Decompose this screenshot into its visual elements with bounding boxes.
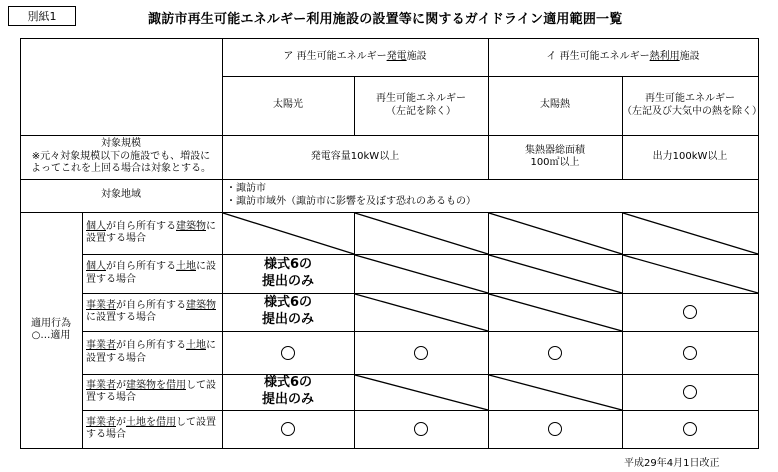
area-row-label: 対象地域 [101, 189, 141, 201]
form6-only-cell: 様式6の 提出のみ [261, 256, 314, 289]
applies-mark [222, 331, 354, 374]
act-row-label: 事業者が自ら所有する建築物に設置する場合 [86, 299, 216, 323]
acts-label: 適用行為 ○…適用 [31, 317, 71, 341]
header-other-renewable-heat: 再生可能エネルギー （左記及び大気中の熱を除く） [622, 93, 762, 117]
header-other-renewable-power: 再生可能エネルギー （左記を除く） [376, 93, 466, 117]
form6-only-cell: 様式6の 提出のみ [261, 375, 314, 407]
scale-row-label: 対象規模 ※元々対象規模以下の施設でも、増設に よってこれを上回る場合は対象とする。 [31, 138, 211, 175]
act-row-label: 個人が自ら所有する土地に設置する場合 [86, 261, 216, 285]
act-row-label: 事業者が自ら所有する土地に設置する場合 [86, 340, 216, 364]
circle-icon [414, 346, 428, 360]
act-row-label: 事業者が土地を借用して設置する場合 [86, 416, 216, 440]
revision-date: 平成29年4月1日改正 [624, 458, 720, 469]
power-scale-value: 発電容量10kW以上 [310, 150, 400, 162]
circle-icon [683, 385, 697, 399]
circle-icon [281, 422, 295, 436]
header-solar-heat: 太陽熱 [540, 99, 570, 111]
circle-icon [548, 346, 562, 360]
applies-mark [354, 331, 488, 374]
circle-icon [683, 422, 697, 436]
circle-icon [683, 305, 697, 319]
document-title: 諏訪市再生可能エネルギー利用施設の設置等に関するガイドライン適用範囲一覧 [148, 12, 623, 27]
attachment-label: 別紙1 [8, 6, 76, 26]
form6-only-cell: 様式6の 提出のみ [261, 295, 314, 327]
applies-mark [354, 410, 488, 448]
applies-mark [488, 331, 622, 374]
circle-icon [683, 346, 697, 360]
act-row-label: 事業者が建築物を借用して設置する場合 [86, 379, 216, 403]
applies-mark [622, 374, 758, 410]
applies-mark [622, 410, 758, 448]
area-row-value: ・諏訪市 ・諏訪市域外（諏訪市に影響を及ぼす恐れのあるもの） [226, 183, 476, 207]
header-power-group: ア 再生可能エネルギー 発電 施設 [283, 50, 427, 62]
header-solar-power: 太陽光 [273, 99, 303, 111]
applies-mark [622, 331, 758, 374]
other-heat-scale-value: 出力100kW以上 [652, 150, 728, 162]
applies-mark [622, 293, 758, 331]
applies-mark [222, 410, 354, 448]
solar-heat-scale-value: 集熱器総面積 100㎡以上 [525, 144, 585, 168]
circle-icon [548, 422, 562, 436]
circle-icon [414, 422, 428, 436]
act-row-label: 個人が自ら所有する建築物に設置する場合 [86, 220, 216, 244]
circle-icon [281, 346, 295, 360]
applies-mark [488, 410, 622, 448]
header-heat-group: イ 再生可能エネルギー 熱利用 施設 [546, 50, 700, 62]
